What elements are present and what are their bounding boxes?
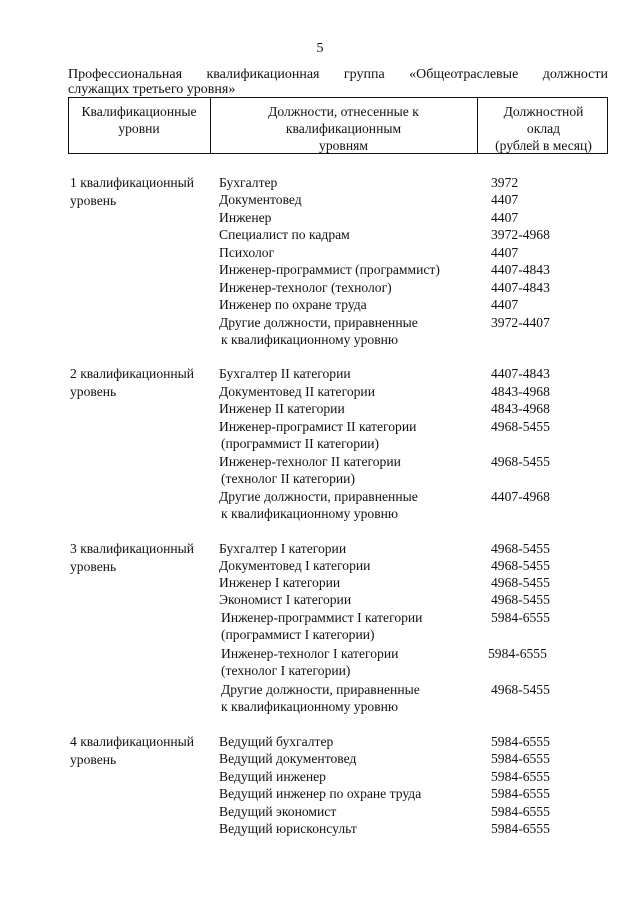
- salary-value: 4407: [491, 192, 519, 207]
- salary-value: 5984-6555: [491, 769, 550, 784]
- table-row: [0, 609, 640, 626]
- salary-value: 3972: [491, 175, 519, 190]
- position-name: (программист I категории): [221, 627, 375, 642]
- position-name: Другие должности, приравненные: [219, 315, 418, 330]
- position-name: Специалист по кадрам: [219, 227, 350, 242]
- column-divider-1: [210, 97, 211, 153]
- position-name: Инженер-технолог (технолог): [219, 280, 392, 295]
- table-row: [0, 505, 640, 522]
- header-positions-line: уровням: [319, 138, 368, 153]
- position-name: Бухгалтер: [219, 175, 278, 190]
- table-row: [0, 191, 640, 208]
- table-row: [0, 591, 640, 608]
- table-row: [0, 750, 640, 767]
- salary-value: 4843-4968: [491, 384, 550, 399]
- position-name: (технолог II категории): [221, 471, 355, 486]
- salary-value: 4407-4843: [491, 366, 550, 381]
- position-name: Инженер: [219, 210, 272, 225]
- level-label-line: уровень: [70, 752, 117, 767]
- position-name: Другие должности, приравненные: [221, 682, 420, 697]
- table-row: [0, 314, 640, 331]
- position-name: Ведущий бухгалтер: [219, 734, 334, 749]
- position-name: Психолог: [219, 245, 275, 260]
- position-name: Ведущий экономист: [219, 804, 337, 819]
- table-row: [0, 365, 640, 382]
- table-row: [0, 418, 640, 435]
- table-row: [0, 698, 640, 715]
- position-name: Ведущий юрисконсульт: [219, 821, 357, 836]
- salary-value: 4407: [491, 210, 519, 225]
- position-name: Документовед I категории: [219, 558, 371, 573]
- table-row: [0, 768, 640, 785]
- header-positions-line: квалификационным: [285, 121, 402, 136]
- table-row: [0, 453, 640, 470]
- table-right-border: [607, 97, 608, 153]
- salary-value: 4407-4843: [491, 280, 550, 295]
- position-name: Инженер-программист I категории: [221, 610, 423, 625]
- position-name: Инженер по охране труда: [219, 297, 367, 312]
- salary-value: 4968-5455: [491, 454, 550, 469]
- salary-value: 4407: [491, 297, 519, 312]
- table-row: [0, 662, 640, 679]
- level-label-line: уровень: [70, 559, 117, 574]
- position-name: Инженер II категории: [219, 401, 345, 416]
- position-name: Экономист I категории: [219, 592, 352, 607]
- salary-value: 4843-4968: [491, 401, 550, 416]
- salary-value: 3972-4968: [491, 227, 550, 242]
- table-row: [0, 574, 640, 591]
- position-name: Документовед: [219, 192, 302, 207]
- table-row: [0, 626, 640, 643]
- table-row: [0, 435, 640, 452]
- salary-value: 4407-4843: [491, 262, 550, 277]
- salary-value: 5984-6555: [491, 786, 550, 801]
- table-row: [0, 645, 640, 662]
- table-row: [0, 209, 640, 226]
- salary-value: 4968-5455: [491, 541, 550, 556]
- table-row: [0, 174, 640, 191]
- table-row: [0, 470, 640, 487]
- table-row: [0, 400, 640, 417]
- table-row: [0, 681, 640, 698]
- table-row: [0, 279, 640, 296]
- table-row: [0, 331, 640, 348]
- position-name: Инженер-программист (программист): [219, 262, 440, 277]
- table-row: [0, 261, 640, 278]
- table-row: [0, 733, 640, 750]
- header-positions-line: Должности, отнесенные к: [268, 104, 419, 119]
- salary-value: 5984-6555: [488, 646, 547, 661]
- position-name: (технолог I категории): [221, 663, 351, 678]
- heading-line-1: Профессиональная квалификационная группа «Общеотраслевые должности: [68, 67, 608, 82]
- position-name: Бухгалтер I категории: [219, 541, 347, 556]
- level-label-line: 2 квалификационный: [70, 366, 195, 381]
- page-number: 5: [316, 41, 324, 56]
- column-divider-2: [477, 97, 478, 153]
- table-row: [0, 488, 640, 505]
- position-name: Бухгалтер II категории: [219, 366, 351, 381]
- header-salary-line: Должностной: [503, 104, 584, 119]
- position-name: Документовед II категории: [219, 384, 375, 399]
- salary-value: 5984-6555: [491, 804, 550, 819]
- header-positions: [212, 103, 475, 154]
- level-label-line: уровень: [70, 193, 117, 208]
- salary-value: 4968-5455: [491, 419, 550, 434]
- position-name: к квалификационному уровню: [221, 506, 399, 521]
- level-label-line: уровень: [70, 384, 117, 399]
- table-row: [0, 540, 640, 557]
- position-name: Ведущий инженер: [219, 769, 326, 784]
- salary-value: 4968-5455: [491, 592, 550, 607]
- header-salary-line: (рублей в месяц): [495, 138, 592, 153]
- level-label-line: 1 квалификационный: [70, 175, 195, 190]
- salary-value: 5984-6555: [491, 610, 550, 625]
- position-name: Другие должности, приравненные: [219, 489, 418, 504]
- salary-value: 4968-5455: [491, 575, 550, 590]
- table-top-border: [68, 97, 608, 98]
- salary-value: 4407: [491, 245, 519, 260]
- position-name: Инженер-технолог II категории: [219, 454, 401, 469]
- table-row: [0, 383, 640, 400]
- level-label-line: 4 квалификационный: [70, 734, 195, 749]
- position-name: (программист II категории): [221, 436, 380, 451]
- table-row: [0, 244, 640, 261]
- salary-value: 4968-5455: [491, 682, 550, 697]
- position-name: Инженер-програмист II категории: [219, 419, 417, 434]
- level-label-line: 3 квалификационный: [70, 541, 195, 556]
- position-name: к квалификационному уровню: [221, 699, 399, 714]
- salary-value: 5984-6555: [491, 734, 550, 749]
- table-row: [0, 226, 640, 243]
- position-name: Ведущий инженер по охране труда: [219, 786, 422, 801]
- position-name: к квалификационному уровню: [221, 332, 399, 347]
- heading-line-2: служащих третьего уровня»: [68, 82, 236, 97]
- table-row: [0, 820, 640, 837]
- header-levels: [69, 103, 209, 137]
- table-row: [0, 785, 640, 802]
- header-levels-line: Квалификационные: [81, 104, 197, 119]
- salary-value: 5984-6555: [491, 751, 550, 766]
- salary-value: 3972-4407: [491, 315, 550, 330]
- header-salary: [481, 103, 606, 154]
- salary-value: 4968-5455: [491, 558, 550, 573]
- position-name: Инженер-технолог I категории: [221, 646, 399, 661]
- table-row: [0, 803, 640, 820]
- header-salary-line: оклад: [526, 121, 561, 136]
- table-row: [0, 557, 640, 574]
- position-name: Ведущий документовед: [219, 751, 357, 766]
- table-row: [0, 296, 640, 313]
- salary-value: 4407-4968: [491, 489, 550, 504]
- position-name: Инженер I категории: [219, 575, 341, 590]
- header-levels-line: уровни: [118, 121, 160, 136]
- salary-value: 5984-6555: [491, 821, 550, 836]
